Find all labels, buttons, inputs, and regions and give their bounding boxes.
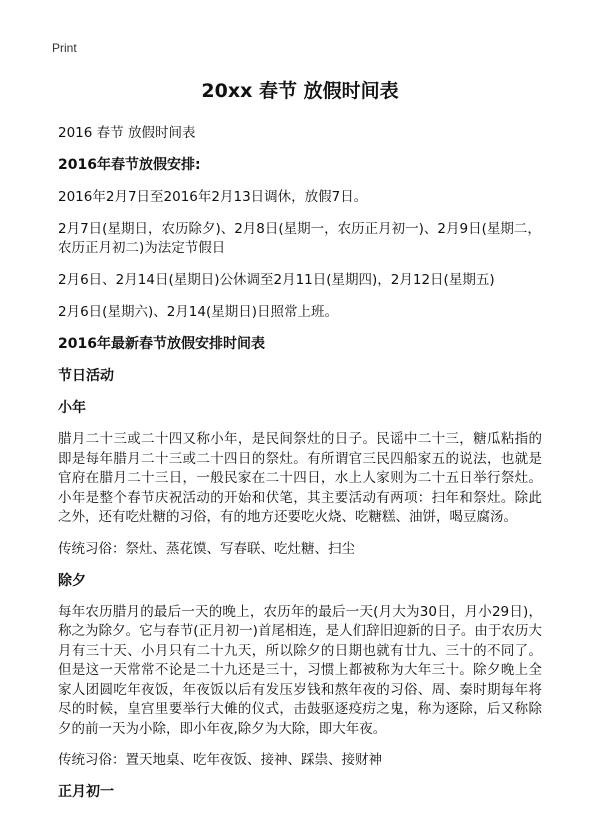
- document-subtitle: 2016 春节 放假时间表: [58, 125, 196, 141]
- subheading-xiaonian: 小年: [58, 400, 86, 416]
- print-label: Print: [52, 41, 77, 55]
- paragraph-legal-holidays: 2月7日(星期日，农历除夕)、2月8日(星期一，农历正月初一)、2月9日(星期二，农历正月初二)为法定节假日: [58, 221, 541, 256]
- document-title: 20xx 春节 放假时间表: [201, 80, 399, 102]
- subheading-zhengyue: 正月初一: [58, 784, 114, 800]
- paragraph-work-days: 2月6日(星期六)、2月14(星期日)日照常上班。: [58, 304, 339, 320]
- customs-chuxi: 传统习俗：置天地桌、吃年夜饭、接神、踩祟、接财神: [58, 752, 382, 768]
- paragraph-chuxi: 每年农历腊月的最后一天的晚上，农历年的最后一天(月大为30日，月小29日)，称之为除夕。它与春节(正月初一)首尾相连，是人们辞旧迎新的日子。由于农历大月有三十天、小月只有二十九天，所以除夕的日期也就有廿九、三十的不同了。但是这一天常常不论是二十九还是三十，习惯上都被称为大年三十。除夕晚上全家人团圆吃年夜饭，年夜饭以后有发压岁钱和熬年夜的习俗、周、秦时期每年将尽的时候，皇宫里要举行大傩的仪式，击鼓驱逐疫疠之鬼，称为逐除，后又称除夕的前一天为小除，即小年夜,除夕为大除，即大年夜。: [58, 603, 542, 737]
- section-heading-holiday-arrangement: 2016年春节放假安排:: [58, 157, 201, 173]
- subheading-chuxi: 除夕: [58, 572, 86, 589]
- customs-xiaonian: 传统习俗：祭灶、蒸花馍、写春联、吃灶糖、扫尘: [58, 540, 355, 557]
- section-heading-activities: 节日活动: [58, 368, 114, 384]
- paragraph-weekend-swap: 2月6日、2月14日(星期日)公休调至2月11日(星期四)，2月12日(星期五): [58, 272, 495, 288]
- paragraph-holiday-dates: 2016年2月7日至2016年2月13日调休，放假7日。: [58, 189, 368, 205]
- paragraph-xiaonian: 腊月二十三或二十四又称小年，是民间祭灶的日子。民谣中二十三，糖瓜粘指的即是每年腊月二十三或二十四日的祭灶。有所谓官三民四船家五的说法，也就是官府在腊月二十三日，一般民家在二十四日，水上人家则为二十五日举行祭灶。小年是整个春节庆祝活动的开始和伏笔，其主要活动有两项：扫年和祭灶。除此之外，还有吃灶糖的习俗，有的地方还要吃火烧、吃糖糕、油饼，喝豆腐汤。: [58, 431, 542, 525]
- section-heading-schedule: 2016年最新春节放假安排时间表: [58, 336, 265, 352]
